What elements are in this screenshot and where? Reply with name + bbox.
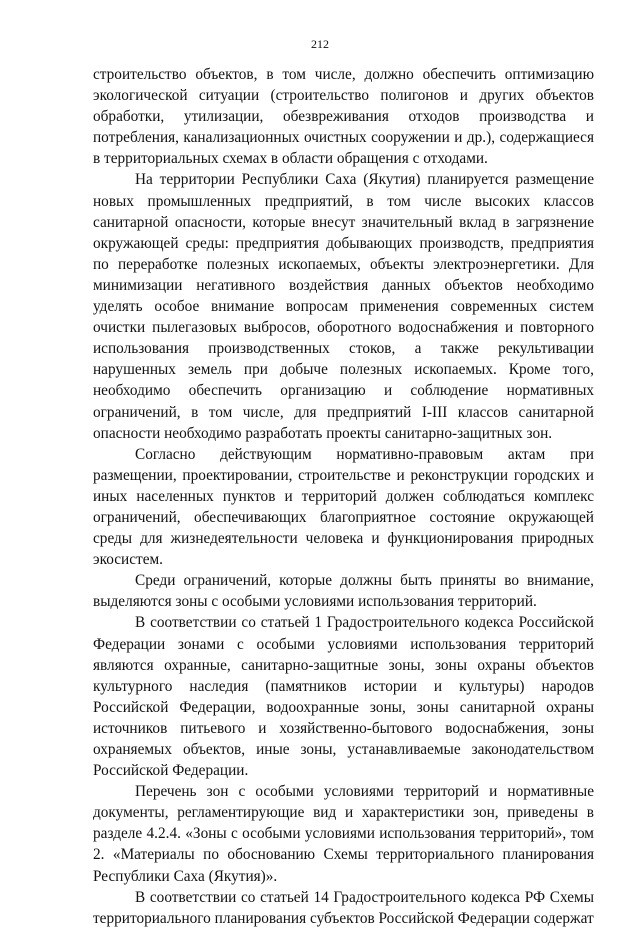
- paragraph-regulatory-acts: Согласно действующим нормативно-правовым актам при размещении, проектировании, строительстве и реконструкции городских и иных населенных пунктов и территорий должен соблюдаться комплекс ограничений, обеспечивающих благоприятное состояние окружающей среды для жизнедеятельности человека и функционирования природных экосистем.: [93, 445, 594, 569]
- paragraph-article-1: В соответствии со статьей 1 Градостроительного кодекса Российской Федерации зонами с особыми условиями использования территорий являются охранные, санитарно-защитные зоны, зоны охраны объектов культурного наследия (памятников истории и культуры) народов Российской Федерации, водоохранные зоны, зоны санитарной охраны источников питьевого и хозяйственно-бытового водоснабжения, зоны охраняемых объектов, иные зоны, устанавливаемые законодательством Российской Федерации.: [93, 614, 594, 780]
- paragraph-new-industrial-enterprises: На территории Республики Саха (Якутия) планируется размещение новых промышленных предприятий, в том числе высоких классов санитарной опасности, которые внесут значительный вклад в загрязнение окружающей среды: предприятия добывающих производств, предприятия по переработке полезных ископаемых, объекты электроэнергетики. Для минимизации негативного воздействия данных объектов необходимо уделять особое внимание вопросам применения современных систем очистки пылегазовых выбросов, оборотного водоснабжения и повторного использования производственных стоков, а также рекультивации нарушенных земель при добыче полезных ископаемых. Кроме того, необходимо обеспечить организацию и соблюдение нормативных ограничений, в том числе, для предприятий I-III классов санитарной опасности необходимо разработать проекты санитарно-защитных зон.: [93, 171, 594, 442]
- paragraph-restrictions: Среди ограничений, которые должны быть приняты во внимание, выделяются зоны с особыми условиями использования территорий.: [93, 572, 594, 611]
- page-number: 212: [311, 37, 329, 51]
- paragraph-article-14: В соответствии со статьей 14 Градостроительного кодекса РФ Схемы территориального планирования субъектов Российской Федерации содержат: [93, 888, 594, 927]
- document-body: [93, 64, 594, 929]
- paragraph-zone-list: Перечень зон с особыми условиями территорий и нормативные документы, регламентирующие вид и характеристики зон, приведены в разделе 4.2.4. «Зоны с особыми условиями использования территорий», том 2. «Материалы по обоснованию Схемы территориального планирования Республики Саха (Якутия)».: [93, 783, 594, 885]
- paragraph-continuation: строительство объектов, в том числе, должно обеспечить оптимизацию экологической ситуации (строительство полигонов и других объектов обработки, утилизации, обезвреживания отходов производства и потребления, канализационных очистных сооружении и др.), содержащиеся в территориальных схемах в области обращения с отходами.: [93, 66, 594, 168]
